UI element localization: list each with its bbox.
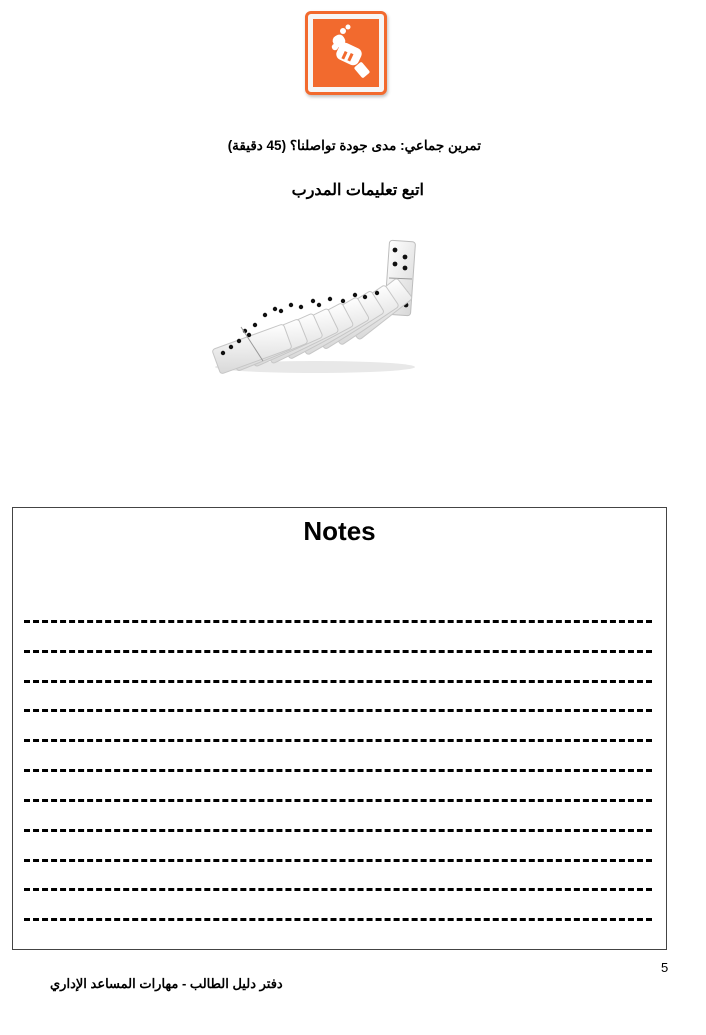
logo (305, 11, 387, 95)
note-line (24, 739, 652, 742)
note-line (24, 918, 652, 921)
note-line (24, 680, 652, 683)
fist-chain-logo-icon (313, 19, 379, 87)
page-number: 5 (661, 960, 669, 975)
note-line (24, 620, 652, 623)
note-line (24, 829, 652, 832)
note-line (24, 769, 652, 772)
note-line (24, 888, 652, 891)
notes-title: Notes (303, 516, 376, 546)
note-line (24, 709, 652, 712)
falling-dominoes-image (205, 235, 425, 385)
notes-box (12, 507, 667, 950)
footer-book-title: دفتر دليل الطالب - مهارات المساعد الإداري (50, 976, 283, 991)
note-line (24, 799, 652, 802)
exercise-instruction: اتبع تعليمات المدرب (291, 182, 424, 199)
note-line (24, 859, 652, 862)
exercise-title: تمرين جماعي: مدى جودة تواصلنا؟ (45 دقيقة) (227, 138, 481, 153)
note-line (24, 650, 652, 653)
